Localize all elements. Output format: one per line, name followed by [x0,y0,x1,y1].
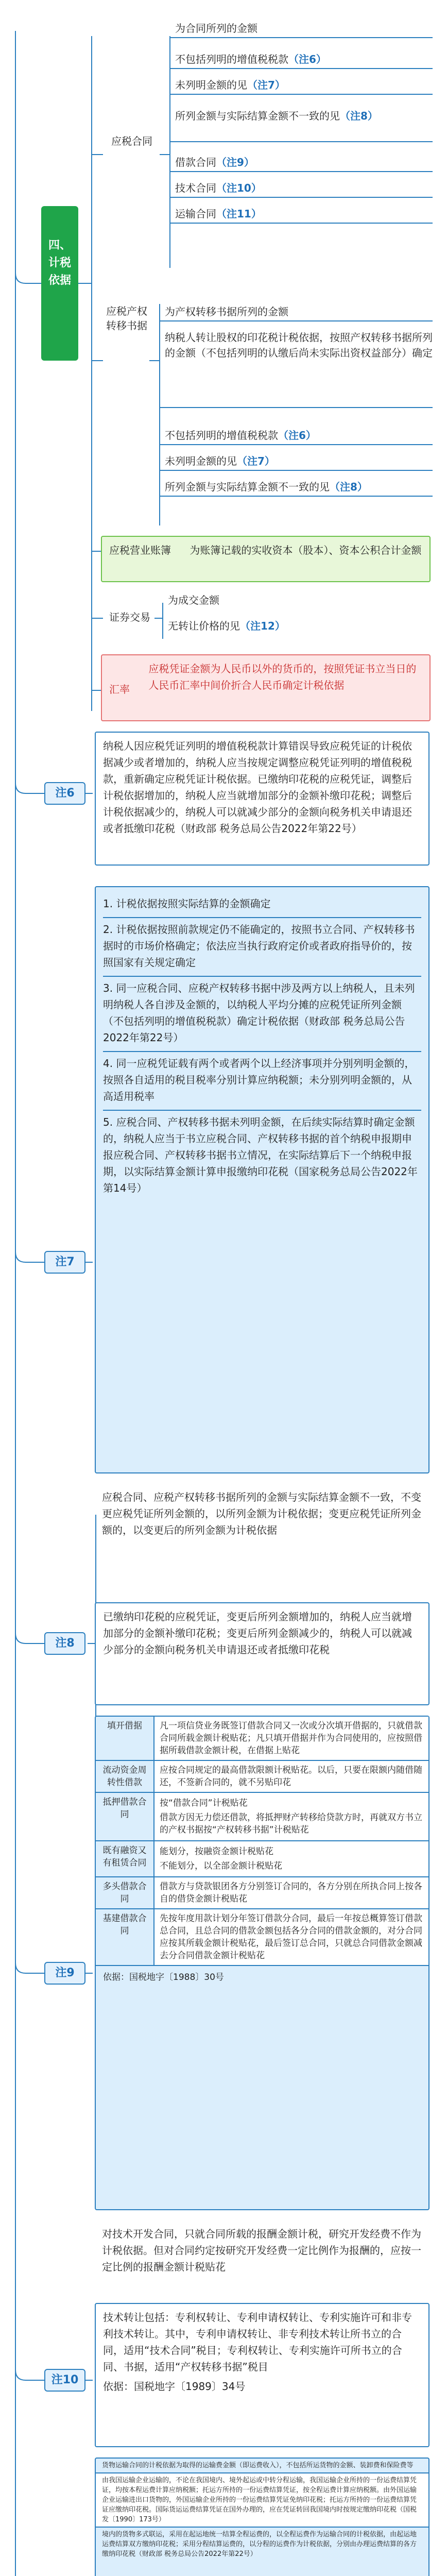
note-9-group-label: 既有融资又有租赁合同 [102,1845,147,1868]
contract-item-text: 技术合同 [175,182,216,194]
fx-label: 汇率 [109,683,130,696]
contract-item [175,180,433,196]
ledger-box [101,536,431,582]
note-7-item: 5. 应税合同、产权转移书据未列明金额，在后续实际结算时确定金额的，纳税人应当于书立应税合同、产权转移书据的首个纳税申报期申报应税合同、产权转移书据书立情况，在实际结算后下一个纳税申报期，以实际结算金额计算申报缴纳印花税（国家税务总局公告2022年第14号） [103,1116,418,1194]
contract-item [175,155,433,170]
note-9-group-body [153,1841,428,1876]
contract-item [175,21,433,36]
note-7-item: 4. 同一应税凭证载有两个或者两个以上经济事项并分别列明金额的，按照各自适用的税目税率分别计算应纳税额；未分别列明金额的，从高适用税率 [103,1052,421,1111]
note-7-box [95,886,429,1473]
fx-box [101,654,431,721]
note-9-basis: 依据：国税地字〔1988〕30号 [103,1972,224,1982]
ledger-text: 为账簿记载的实收资本（股本）、资本公积合计金额 [190,544,422,556]
note-9-group-label: 基建借款合同 [102,1913,147,1936]
contract-item [175,52,433,67]
note-9-group [96,1761,428,1793]
note-9-group-body: 应按合同规定的最高借款限额计税贴花。以后，只要在限额内随借随还，不签新合同的，就不另贴印花 [153,1761,428,1792]
row-underline [170,68,433,69]
row-underline [160,320,433,321]
property-item [165,330,433,361]
note-11-item: 由我国运输企业运输的，不论在我国境内、境外起运或中转分程运输，我国运输企业所持的一份运费结算凭证，均按本程运费计算应纳税额；托运方所持的一份运费结算凭证，按全程运费计算应纳税额。由外国运输企业运输进出口货物的，外国运输企业所持的一份运费结算凭证免纳印花税；托运方所持的一份运费结算凭证应缴纳印花税。国际货运运费结算凭证在国外办理的，应在凭证转回我国境内时按规定缴纳印花税（国税发〔1990〕173号） [96,2473,428,2528]
note-9-group [96,1877,428,1909]
row-underline [170,94,433,95]
row-underline [160,470,433,471]
note-6-box [95,732,429,866]
row-underline [160,496,433,497]
note-11-items [96,2459,428,2561]
contract-label: 应税合同 [111,135,152,147]
contract-item [175,108,433,124]
property-item-text: 纳税人转让股权的印花税计税依据，按照产权转移书据所列的金额（不包括列明的认缴后尚未实际出资权益部分）确定 [165,331,433,359]
note-9-groups [96,1717,428,1989]
contract-item-note[interactable]: （注6） [288,53,326,65]
note-7-item: 2. 计税依据按照前款规定仍不能确定的，按照书立合同、产权转移书据时的市场价格确定；依法应当执行政府定价或者政府指导价的，按照国家有关规定确定 [103,918,421,977]
property-item [165,453,433,469]
row-underline [170,37,433,38]
contract-item-text: 借款合同 [175,156,216,168]
property-item-note[interactable]: （注7） [237,455,275,467]
note-10-intro: 对技术开发合同，只就合同所载的报酬金额计税，研究开发经费不作为计税依据。但对合同约定按研究开发经费一定比例作为报酬的，应按一定比例的报酬金额计税贴花 [102,2228,421,2273]
property-item [165,479,433,495]
note-9-node[interactable]: 注9 [44,1962,85,1985]
securities-label: 证券交易 [109,611,150,623]
note-10-box: 技术转让包括：专利权转让、专利申请权转让、专利实施许可和非专利技术转让。其中，专利申请权转让、非专利技术转让所书立的合同，适用“技术合同”税目；专利权转让、专利实施许可所书立的合同、书据，适用“产权转移书据”税目 依据：国税地字〔1989〕34号 [95,2303,429,2447]
note-9-group-body: 凡一项信贷业务既签订借款合同又一次或分次填开借据的，只就借款合同所载金额计税贴花；凡只填开借据并作为合同使用的，应按照借据所载借款金额计税，在借据上贴花 [153,1717,428,1760]
securities-item [168,592,219,608]
note-9-group [96,1793,428,1841]
contract-item-note[interactable]: （注9） [216,156,254,168]
note-7-item: 1. 计税依据按照实际结算的金额确定 [103,892,421,918]
contract-item-note[interactable]: （注10） [216,182,262,194]
note-9-group-label: 填开借据 [107,1721,142,1731]
property-item-text: 不包括列明的增值税税款 [165,429,278,442]
note-7-item: 3. 同一应税合同、应税产权转移书据中涉及两方以上纳税人，且未列明纳税人各自涉及金额的，以纳税人平均分摊的应税凭证所列金额（不包括列明的增值税税款）确定计税依据（财政部 税务总局公告2022年第22号） [103,977,421,1052]
contract-item-text: 所列金额与实际结算金额不一致的见 [175,110,340,122]
note-7-node[interactable]: 注7 [44,1251,85,1274]
securities-item-note[interactable]: （注12） [240,620,285,632]
note-9-group-label: 抵押借款合同 [102,1797,147,1820]
row-underline [170,197,433,198]
note-9-box [95,1716,429,2210]
note-8-item-2: 已缴纳印花税的应税凭证，变更后所列金额增加的，纳税人应当就增加部分的金额补缴印花税；变更后所列金额减少的，纳税人可以就减少部分的金额向税务机关申请退还或者抵缴印花税 [95,1602,429,1705]
contract-item-text: 为合同所列的金额 [175,22,257,35]
contract-item-text: 不包括列明的增值税税款 [175,53,288,65]
section-4-tag: 四、计税依据 [41,206,78,361]
note-9-group-item: 不能划分，以全部金额计税贴花 [160,1861,282,1871]
securities-item-text: 为成交金额 [168,594,219,606]
ledger-label: 应税营业账簿 [109,544,171,556]
note-9-group-item: 借款方因无力偿还借款，将抵押财产转移给贷款方时，再就双方书立的产权书据按“产权转移书据”计税贴花 [160,1812,422,1835]
contract-item [175,206,433,222]
property-item-text: 未列明金额的见 [165,455,237,467]
row-underline [160,407,433,408]
contract-item-text: 未列明金额的见 [175,79,247,91]
note-8-node[interactable]: 注8 [44,1632,85,1655]
securities-item-text: 无转让价格的见 [168,620,240,632]
note-9-group [96,1909,428,1966]
note-9-group [96,1717,428,1761]
row-underline [170,223,433,224]
note-6-text: 纳税人因应税凭证列明的增值税税款计算错误导致应税凭证的计税依据减少或者增加的，纳税人应当按规定调整应税凭证列明的增值税税款，重新确定应税凭证计税依据。已缴纳印花税的应税凭证，调整后计税依据增加的，纳税人应当就增加部分的金额补缴印花税；调整后计税依据减少的，纳税人可以就减少部分的金额向税务机关申请退还或者抵缴印花税（财政部 税务总局公告2022年第22号） [103,740,412,835]
property-item-note[interactable]: （注6） [278,429,316,442]
fx-text: 应税凭证金额为人民币以外的货币的，按照凭证书立当日的人民币汇率中间价折合人民币确定计税依据 [148,663,417,691]
row-underline [170,141,433,142]
note-9-group-body: 先按年度用款计划分年签订借款分合同，最后一年按总概算签订借款总合同，且总合同的借款金额包括各分合同的借款金额的，对分合同应按其所载金额计税贴花，最后签订总合同，只就总合同借款金额减去分合同借款金额计税贴花 [153,1909,428,1965]
contract-item-note[interactable]: （注11） [216,208,262,220]
note-10-basis: 依据：国税地字〔1989〕34号 [103,2380,246,2393]
property-item-note[interactable]: （注8） [330,481,368,493]
row-underline [160,444,433,445]
contract-item-note[interactable]: （注7） [247,79,285,91]
note-9-group-label: 多头借款合同 [102,1882,147,1904]
note-9-group-item: 能划分，按融资金额计税贴花 [160,1846,273,1857]
property-label: 应税产权转移书据 [106,305,147,332]
note-10-node[interactable]: 注10 [44,2369,85,2392]
note-9-group [96,1841,428,1877]
note-9-group-body [153,1793,428,1840]
securities-item [168,618,285,634]
contract-item [175,77,433,93]
property-item [165,304,433,319]
contract-item-note[interactable]: （注8） [340,110,378,122]
note-8-item-1: 应税合同、应税产权转移书据所列的金额与实际结算金额不一致，不变更应税凭证所列金额的，以所列金额为计税依据；变更应税凭证所列金额的，以变更后的所列金额为计税依据 [102,1491,421,1536]
note-6-node[interactable]: 注6 [44,782,85,805]
contract-item-text: 运输合同 [175,208,216,220]
property-item-text: 为产权转移书据所列的金额 [165,306,288,318]
note-9-group-label: 流动资金周转性借款 [102,1765,147,1788]
note-9-group-item: 按“借款合同”计税贴花 [160,1798,248,1808]
property-item-text: 所列金额与实际结算金额不一致的见 [165,481,330,493]
note-11-item: 境内的货物多式联运，采用在起运地统一结算全程运费的，以全程运费作为运输合同的计税依据，由起运地运费结算双方缴纳印花税；采用分程结算运费的，以分程的运费作为计税依据，分别由办理运费结算的各方缴纳印花税（财政部 税务总局公告2022年第22号） [102,2531,417,2558]
note-11-item: 货物运输合同的计税依据为取得的运输费金额（即运费收入），不包括所运货物的金额、装卸费和保险费等 [96,2459,428,2473]
row-underline [170,171,433,172]
note-9-group-body: 借款方与贷款银团各方分别签订合同的，各方分别在所执合同上按各自的借贷金额计税贴花 [153,1877,428,1908]
property-item [165,428,433,443]
note-11-box [95,2458,429,2576]
note-7-items [103,892,421,1201]
